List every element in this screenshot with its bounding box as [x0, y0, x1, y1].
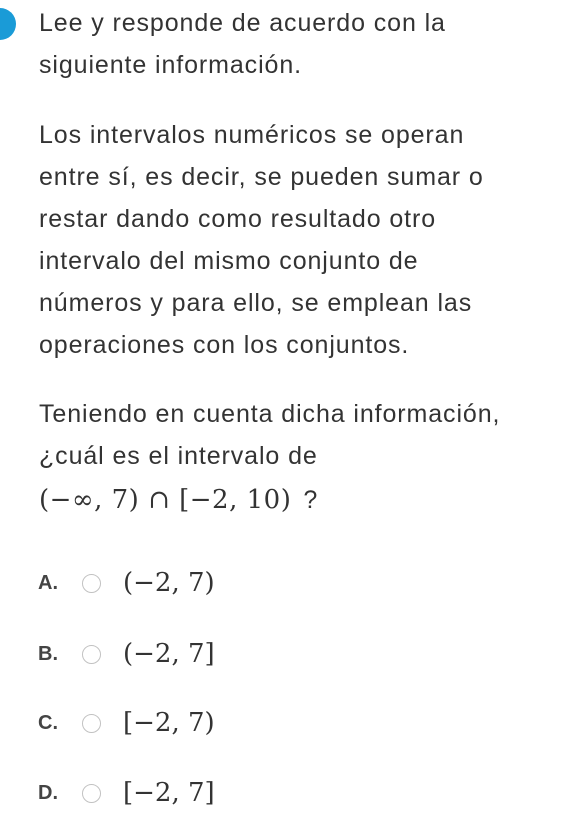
option-b[interactable]	[38, 630, 215, 678]
option-d[interactable]	[38, 769, 215, 817]
radio-button[interactable]	[82, 574, 101, 593]
option-a[interactable]	[38, 559, 215, 607]
instruction-text	[39, 2, 574, 86]
paragraph-line: restar dando como resultado otro	[39, 205, 437, 233]
radio-button[interactable]	[82, 645, 101, 664]
option-value: [−2, 7)	[123, 708, 215, 738]
option-value: [−2, 7]	[123, 778, 215, 808]
info-paragraph	[39, 114, 574, 366]
interval-expression: (−∞, 7) ∩ [−2, 10)	[39, 485, 292, 515]
question-mark: ?	[303, 486, 318, 514]
option-value: (−2, 7]	[123, 639, 215, 669]
option-letter: D.	[38, 781, 58, 804]
paragraph-line: Los intervalos numéricos se operan	[39, 121, 465, 149]
instruction-line: Lee y responde de acuerdo con la	[39, 9, 446, 37]
paragraph-line: operaciones con los conjuntos.	[39, 331, 410, 359]
question-line: Teniendo en cuenta dicha información,	[39, 400, 501, 428]
question-expression-line	[39, 477, 317, 523]
radio-button[interactable]	[82, 784, 101, 803]
option-letter: C.	[38, 711, 58, 734]
option-letter: A.	[38, 571, 58, 594]
question-text	[39, 393, 574, 477]
option-c[interactable]	[38, 699, 215, 747]
radio-button[interactable]	[82, 714, 101, 733]
paragraph-line: entre sí, es decir, se pueden sumar o	[39, 163, 484, 191]
option-letter: B.	[38, 642, 58, 665]
question-line: ¿cuál es el intervalo de	[39, 442, 318, 470]
option-value: (−2, 7)	[123, 568, 215, 598]
question-indicator-dot	[0, 8, 16, 40]
paragraph-line: intervalo del mismo conjunto de	[39, 247, 419, 275]
instruction-line: siguiente información.	[39, 51, 302, 79]
paragraph-line: números y para ello, se emplean las	[39, 289, 473, 317]
